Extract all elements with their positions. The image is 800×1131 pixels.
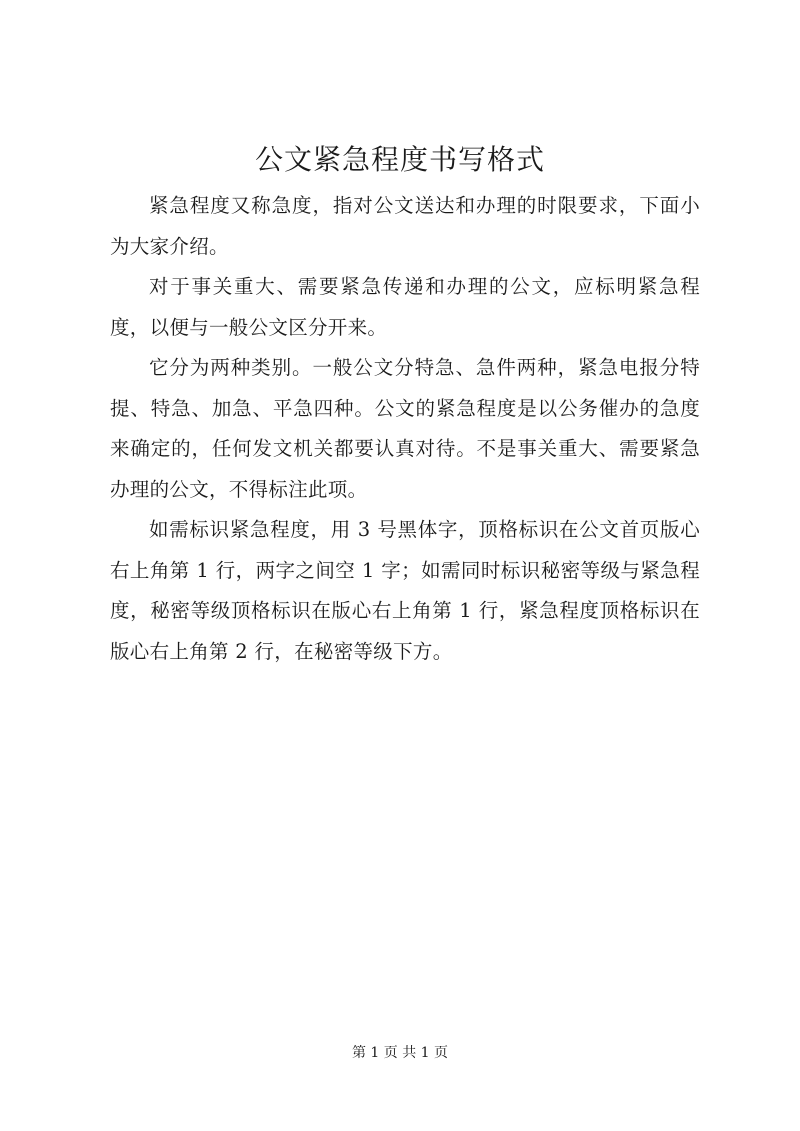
page-footer: 第 1 页 共 1 页 xyxy=(351,1045,449,1061)
document-body xyxy=(110,186,700,672)
paragraph-purpose: 对于事关重大、需要紧急传递和办理的公文，应标明紧急程度，以便与一般公文区分开来。 xyxy=(110,275,700,339)
paragraph-categories: 它分为两种类别。一般公文分特急、急件两种，紧急电报分特提、特急、加急、平急四种。公文的紧急程度是以公务催办的急度来确定的，任何发文机关都要认真对待。不是事关重大、需要紧急办理的公文，不得标注此项。 xyxy=(110,356,700,501)
paragraph-format: 如需标识紧急程度，用 3 号黑体字，顶格标识在公文首页版心右上角第 1 行，两字之间空 1 字；如需同时标识秘密等级与紧急程度，秘密等级顶格标识在版心右上角第 1 行，紧急程度顶格标识在版心右上角第 2 行，在秘密等级下方。 xyxy=(110,518,700,663)
document-title: 公文紧急程度书写格式 xyxy=(254,143,545,176)
paragraph-intro: 紧急程度又称急度，指对公文送达和办理的时限要求，下面小为大家介绍。 xyxy=(110,194,700,258)
